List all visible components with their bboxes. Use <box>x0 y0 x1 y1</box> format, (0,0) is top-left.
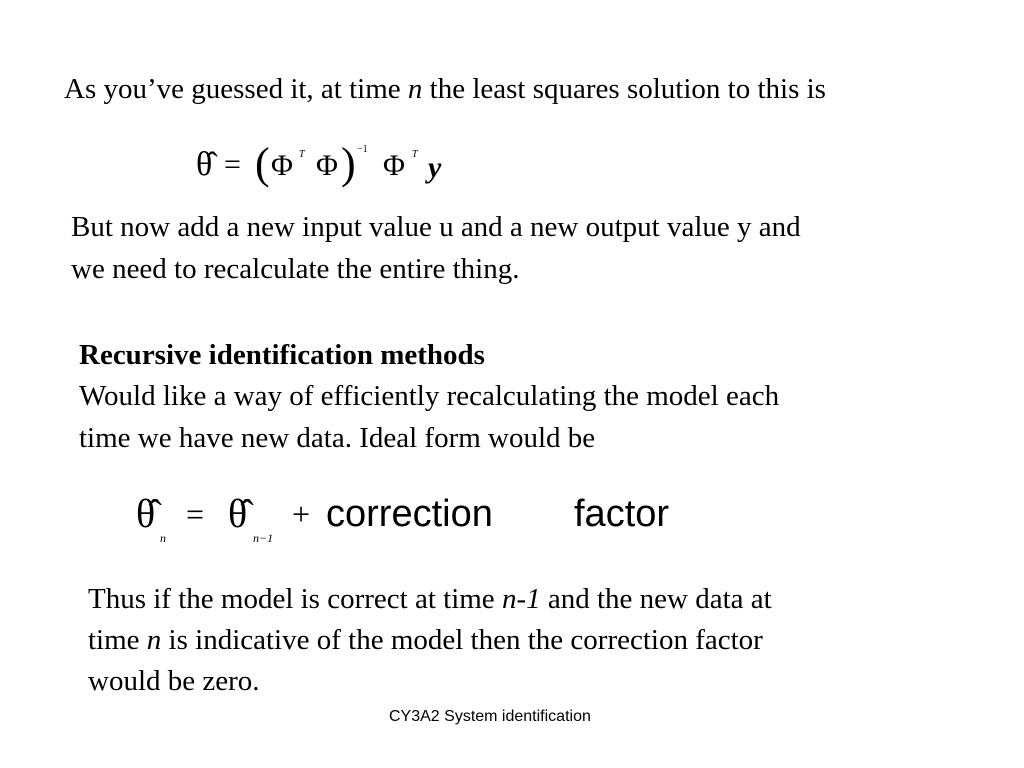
slide-footer: CY3A2 System identification <box>389 708 591 725</box>
theta-hat-n-minus-1: θ̂ <box>228 491 248 536</box>
factor-word: factor <box>574 493 670 535</box>
transpose-2: T <box>412 149 418 160</box>
phi-3: Φ <box>383 149 405 182</box>
para3-line2-before: time <box>88 624 147 656</box>
left-paren: ( <box>255 139 270 188</box>
variable-n: n <box>407 73 423 105</box>
para3-line1-after: and the new data at <box>540 583 772 615</box>
section-line2: time we have new data. Ideal form would be <box>79 422 596 454</box>
para3-line1 <box>88 582 772 616</box>
output-vector-y: y <box>428 151 442 184</box>
intro-text-after: the least squares solution to this is <box>422 73 826 105</box>
right-paren: ) <box>341 139 356 188</box>
section-heading: Recursive identification methods <box>79 339 485 371</box>
subscript-n-minus-1: n−1 <box>253 531 274 545</box>
variable-n-2: n <box>146 624 162 656</box>
para2-line2: we need to recalculate the entire thing. <box>71 253 520 285</box>
plus-sign: + <box>292 496 311 532</box>
section-line1: Would like a way of efficiently recalculating the model each <box>79 380 780 412</box>
subscript-n: n <box>160 531 166 545</box>
intro-text-before: As you’ve guessed it, at time <box>64 73 408 105</box>
equals-sign: = <box>224 148 241 181</box>
para3-line2-after: is indicative of the model then the correction factor <box>161 624 763 656</box>
para2-line1: But now add a new input value u and a new output value y and <box>71 211 801 243</box>
para3-line2 <box>88 623 763 657</box>
transpose-1: T <box>299 149 305 160</box>
theta-hat: θ̂ <box>196 146 213 183</box>
variable-n-minus-1: n-1 <box>501 583 541 615</box>
phi-2: Φ <box>316 149 338 182</box>
theta-hat-n: θ̂ <box>136 491 156 536</box>
para3-line1-before: Thus if the model is correct at time <box>88 583 502 615</box>
correction-word: correction <box>326 493 493 535</box>
inverse-exponent: −1 <box>357 144 368 155</box>
equals-sign-2: = <box>186 496 205 532</box>
para3-line3: would be zero. <box>88 665 260 697</box>
intro-text <box>64 72 826 106</box>
phi-1: Φ <box>271 149 293 182</box>
